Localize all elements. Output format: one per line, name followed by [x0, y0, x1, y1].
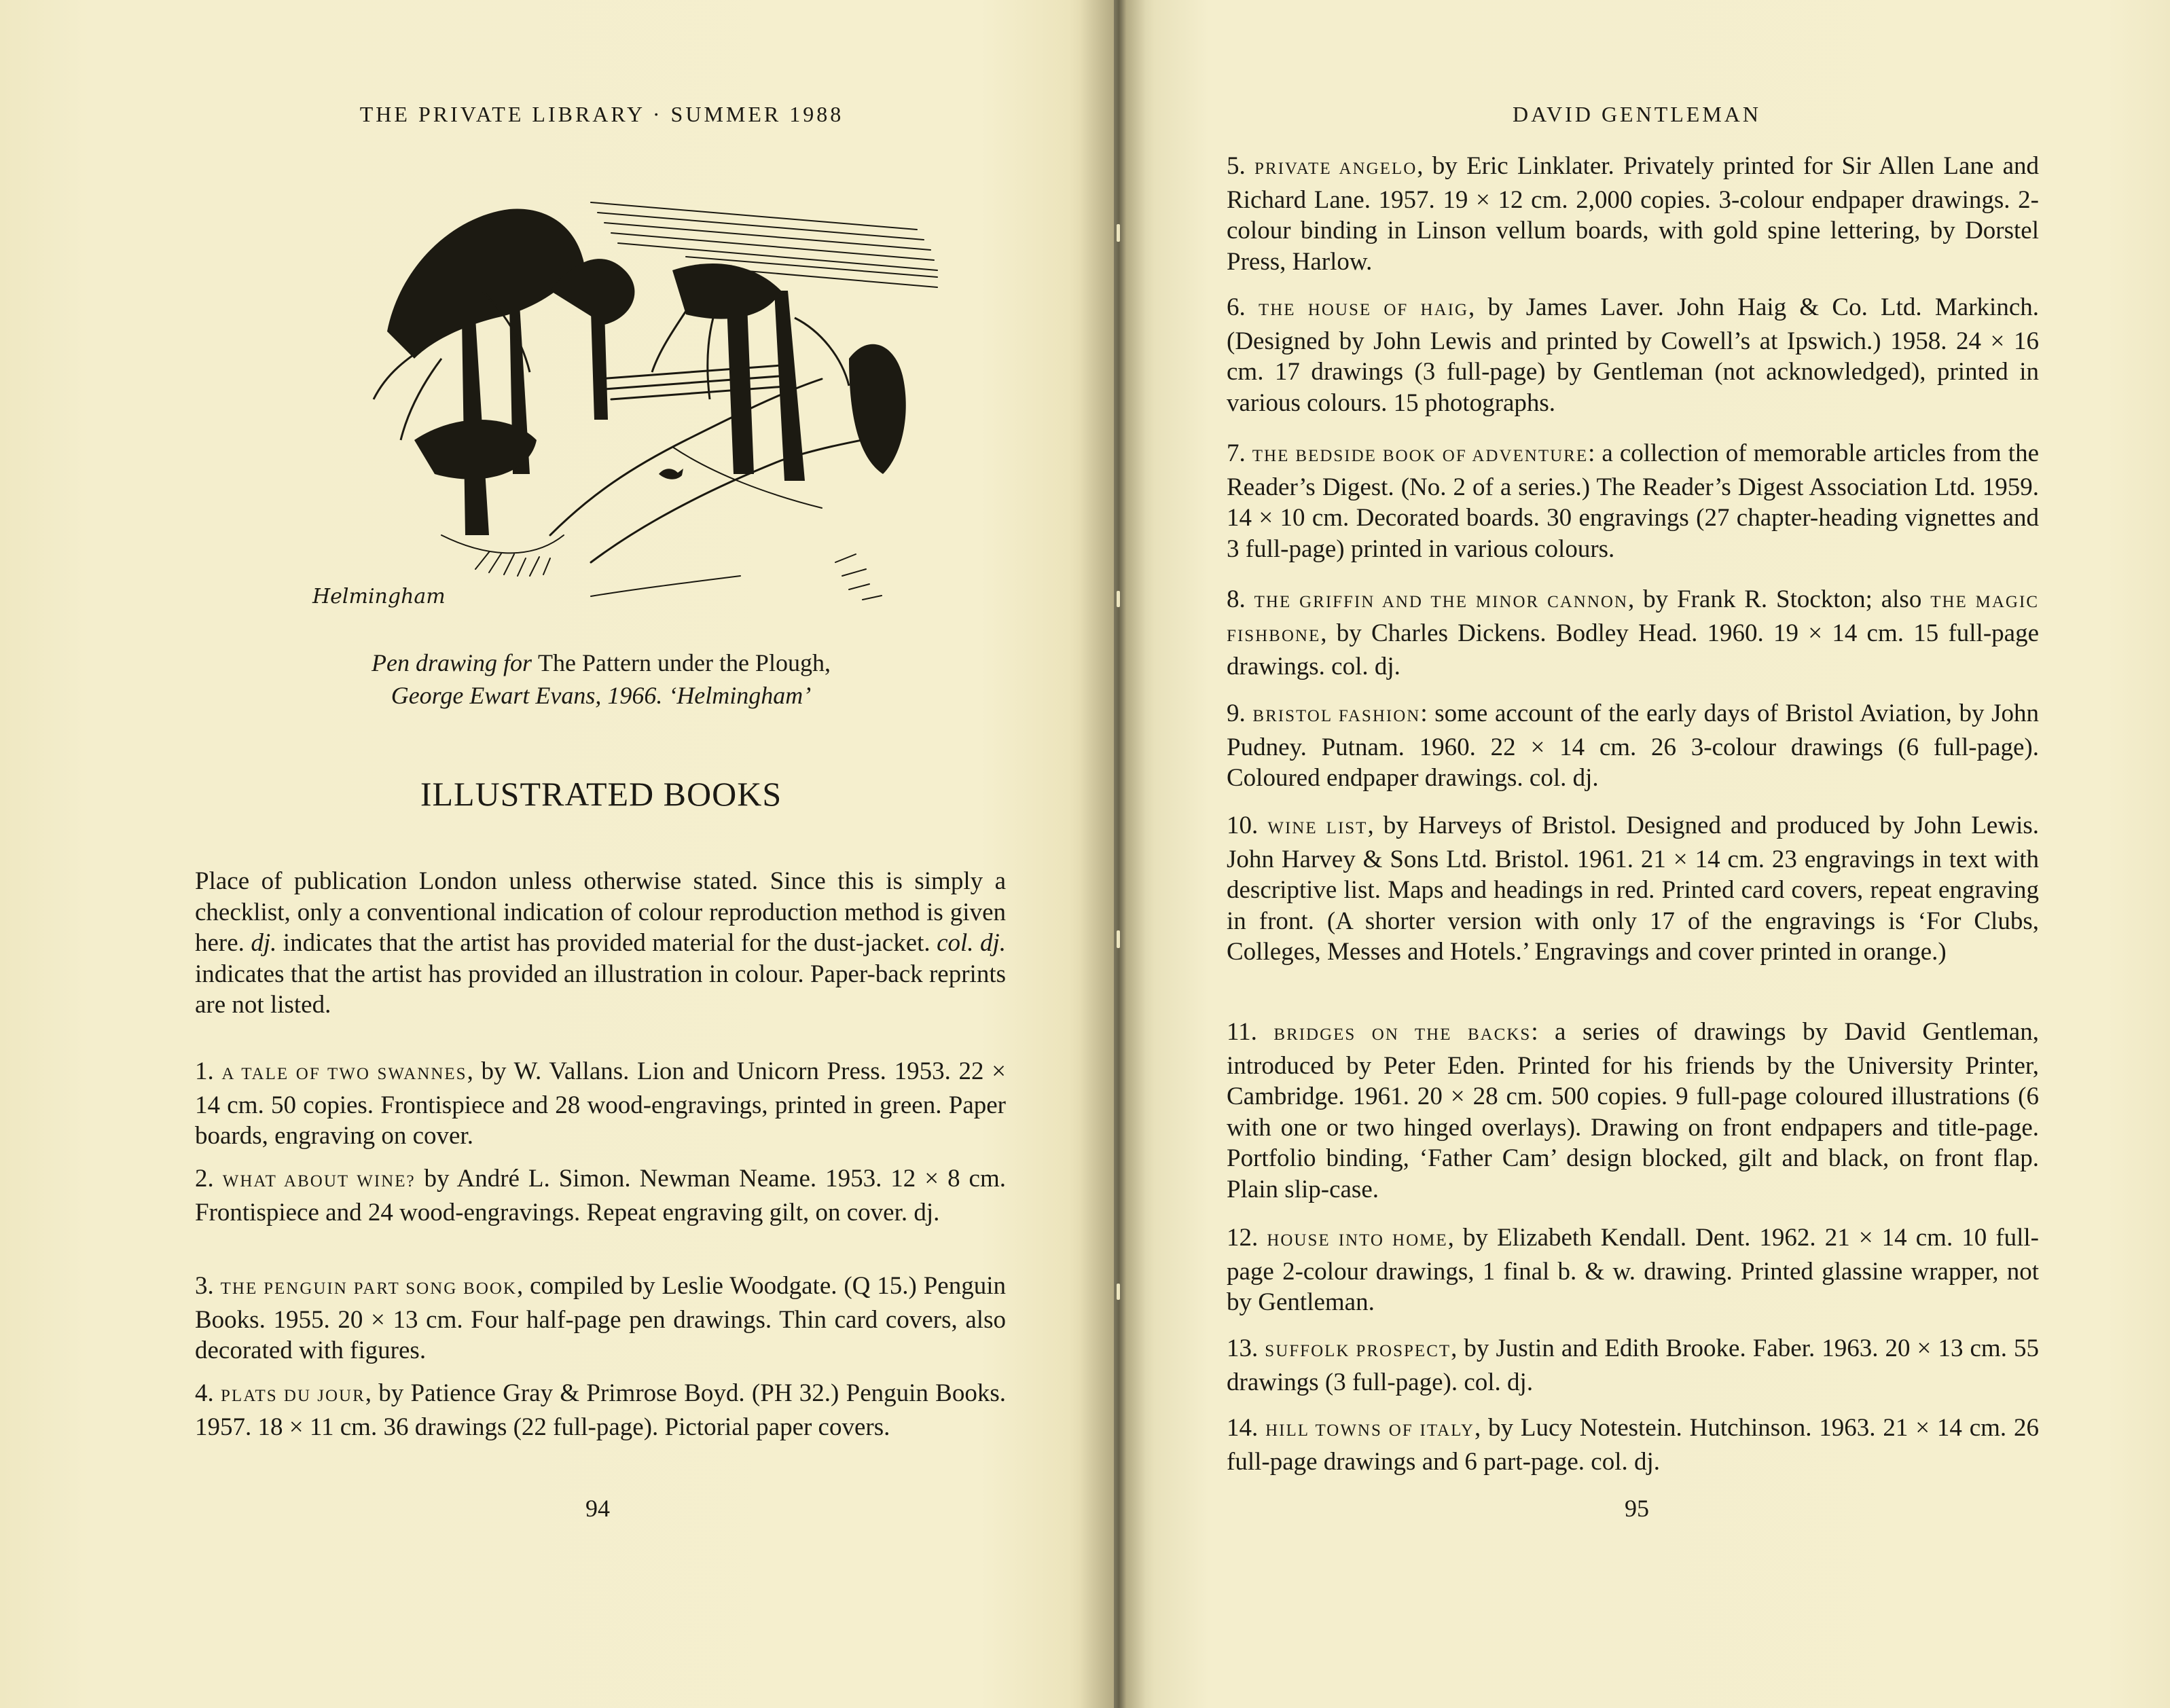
entry-number: 13. — [1227, 1334, 1265, 1362]
entry-text: , by Lucy Notestein. Hutchinson. 1963. 21 × 14 cm. 26 full-page drawings and 6 part-page. col. dj. — [1227, 1414, 2039, 1476]
entry-text: : a collection of memorable articles from the Reader’s Digest. (No. 2 of a series.) The Reader’s Digest Association Ltd. 1959. 14 × 10 cm. Decorated boards. 30 engravings (27 chapter-heading vignettes and 3 full-page) printed in various colours. — [1227, 439, 2040, 563]
entry-number: 5. — [1227, 152, 1255, 180]
entry-number: 12. — [1227, 1224, 1267, 1252]
book-gutter — [1080, 0, 1155, 1708]
caption-prefix: Pen drawing for — [372, 649, 539, 676]
entry-3 — [195, 1271, 1006, 1366]
entry-text: by André L. Simon. Newman Neame. 1953. 12 × 8 cm. Frontispiece and 24 wood-engravings. Repeat engraving gilt, on cover. dj. — [195, 1165, 1007, 1227]
intro-text: indicates that the artist has provided an illustration in colour. Paper-back reprints are not listed. — [195, 960, 1006, 1019]
entry-title: THE HOUSE OF HAIG — [1258, 301, 1469, 319]
left-page-number: 94 — [585, 1495, 610, 1522]
section-title: ILLUSTRATED BOOKS — [420, 775, 782, 813]
entry-title: HILL TOWNS OF ITALY — [1265, 1421, 1475, 1440]
binding-stitch — [1117, 1284, 1120, 1300]
entry-number: 8. — [1227, 585, 1254, 613]
entry-text: : a series of drawings by David Gentleman, introduced by Peter Eden. Printed for his friends by the University Printer, Cambridge. 1961. 20 × 28 cm. 500 copies. 9 full-page coloured illustrations (6 with one or two hinged overlays). Drawing on front endpapers and title-page. Portfolio binding, ‘Father Cam’ design blocked, gilt and black, on front flap. Plain slip-case. — [1227, 1018, 2039, 1203]
intro-paragraph — [195, 866, 1006, 1021]
right-page-number: 95 — [1625, 1495, 1649, 1522]
entry-title: PRIVATE ANGELO — [1254, 160, 1417, 178]
intro-text: Place of publication London unless otherwise stated. Since this is simply a checklist, only a conventional indication of colour reproduction method is given here. — [195, 867, 1006, 957]
entry-12 — [1227, 1222, 2039, 1318]
caption-book-title: The Pattern under the Plough, — [538, 649, 831, 676]
entry-number: 3. — [195, 1272, 221, 1300]
entry-5 — [1227, 151, 2039, 277]
caption-line-2: George Ewart Evans, 1966. ‘Helmingham’ — [391, 682, 812, 709]
entry-1 — [195, 1056, 1006, 1152]
entry-title: BRIDGES ON THE BACKS — [1273, 1025, 1532, 1044]
entry-number: 2. — [195, 1165, 223, 1193]
entry-8 — [1227, 584, 2039, 683]
entry-title: THE GRIFFIN AND THE MINOR CANNON — [1254, 593, 1629, 611]
entry-title: THE BEDSIDE BOOK OF ADVENTURE — [1252, 447, 1589, 465]
entry-text: : some account of the early days of Bristol Aviation, by John Pudney. Putnam. 1960. 22 × 14 cm. 26 3-colour drawings (6 full-page). Coloured endpaper drawings. col. dj. — [1227, 699, 2039, 792]
entry-number: 4. — [195, 1379, 221, 1407]
entry-9 — [1227, 698, 2039, 794]
entry-10 — [1227, 810, 2039, 968]
intro-col-dj: col. dj. — [937, 929, 1007, 957]
entry-4 — [195, 1378, 1006, 1442]
entry-number: 14. — [1227, 1414, 1266, 1442]
entry-number: 11. — [1227, 1018, 1274, 1046]
entry-text: , by Patience Gray & Primrose Boyd. (PH 32.) Penguin Books. 1957. 18 × 11 cm. 36 drawings (22 full-page). Pictorial paper covers. — [195, 1379, 1006, 1441]
entry-number: 7. — [1227, 439, 1252, 467]
entry-number: 9. — [1227, 699, 1253, 727]
entry-14 — [1227, 1413, 2039, 1477]
entry-title: BRISTOL FASHION — [1252, 707, 1421, 725]
entry-title: SUFFOLK PROSPECT — [1265, 1342, 1451, 1360]
pen-drawing-illustration — [306, 155, 951, 623]
binding-stitch — [1117, 591, 1120, 607]
entry-text: , by Justin and Edith Brooke. Faber. 1963. 20 × 13 cm. 55 drawings (3 full-page). col. dj. — [1227, 1334, 2039, 1396]
entry-title: WINE LIST — [1267, 819, 1368, 837]
intro-dj: dj. — [251, 929, 277, 957]
entry-2 — [195, 1163, 1006, 1228]
right-running-head: DAVID GENTLEMAN — [1512, 102, 1762, 126]
entry-7 — [1227, 438, 2039, 564]
entry-text-2: , by Charles Dickens. Bodley Head. 1960. 19 × 14 cm. 15 full-page drawings. col. dj. — [1227, 619, 2039, 680]
entry-title: THE PENGUIN PART SONG BOOK — [220, 1279, 517, 1298]
entry-13 — [1227, 1333, 2039, 1398]
binding-stitch — [1117, 930, 1120, 948]
entry-text: , by Eric Linklater. Privately printed for Sir Allen Lane and Richard Lane. 1957. 19 × 12 cm. 2,000 copies. 3-colour endpaper drawings. 2-colour binding in Linson vellum boards, with gold spine lettering, by Dorstel Press, Harlow. — [1227, 152, 2039, 276]
binding-stitch — [1117, 224, 1120, 242]
entry-number: 6. — [1227, 293, 1259, 321]
drawing-signature: Helmingham — [312, 585, 446, 608]
entry-text: , compiled by Leslie Woodgate. (Q 15.) Penguin Books. 1955. 20 × 13 cm. Four half-page pen drawings. Thin card covers, also decorated with figures. — [195, 1272, 1007, 1364]
entry-text: , by Harveys of Bristol. Designed and produced by John Lewis. John Harvey & Sons Ltd. Bristol. 1961. 21 × 14 cm. 23 engravings in text with descriptive list. Maps and headings in red. Printed card covers, repeat engraving in front. (A shorter version with only 17 of the engravings is ‘For Clubs, Colleges, Messes and Hotels.’ Engravings and cover printed in orange.) — [1227, 812, 2040, 966]
caption-line-1 — [204, 647, 998, 679]
entry-text: , by W. Vallans. Lion and Unicorn Press. 1953. 22 × 14 cm. 50 copies. Frontispiece and 28 wood-engravings, printed in green. Paper boards, engraving on cover. — [195, 1057, 1006, 1150]
entry-6 — [1227, 292, 2039, 418]
entry-text: , by Elizabeth Kendall. Dent. 1962. 21 × 14 cm. 10 full-page 2-colour drawings, 1 final b. & w. drawing. Printed glassine wrapper, not by Gentleman. — [1227, 1224, 2040, 1316]
entry-title: PLATS DU JOUR — [221, 1387, 365, 1405]
entry-title: WHAT ABOUT WINE? — [222, 1172, 416, 1191]
entry-number: 1. — [195, 1057, 222, 1085]
left-running-head: THE PRIVATE LIBRARY · SUMMER 1988 — [359, 102, 844, 126]
entry-title: HOUSE INTO HOME — [1267, 1231, 1448, 1250]
entry-text: , by James Laver. John Haig & Co. Ltd. Markinch. (Designed by John Lewis and printed by Cowell’s at Ipswich.) 1958. 24 × 16 cm. 17 drawings (3 full-page) by Gentleman (not acknowledged), printed in various colours. 15 photographs. — [1227, 293, 2039, 417]
intro-text: indicates that the artist has provided material for the dust-jacket. — [276, 929, 937, 957]
entry-title-2: THE MAGIC FISHBONE — [1227, 593, 2039, 645]
entry-number: 10. — [1227, 812, 1268, 839]
entry-title: A TALE OF TWO SWANNES — [221, 1065, 467, 1083]
entry-11 — [1227, 1017, 2039, 1205]
entry-text: , by Frank R. Stockton; also — [1628, 585, 1931, 613]
